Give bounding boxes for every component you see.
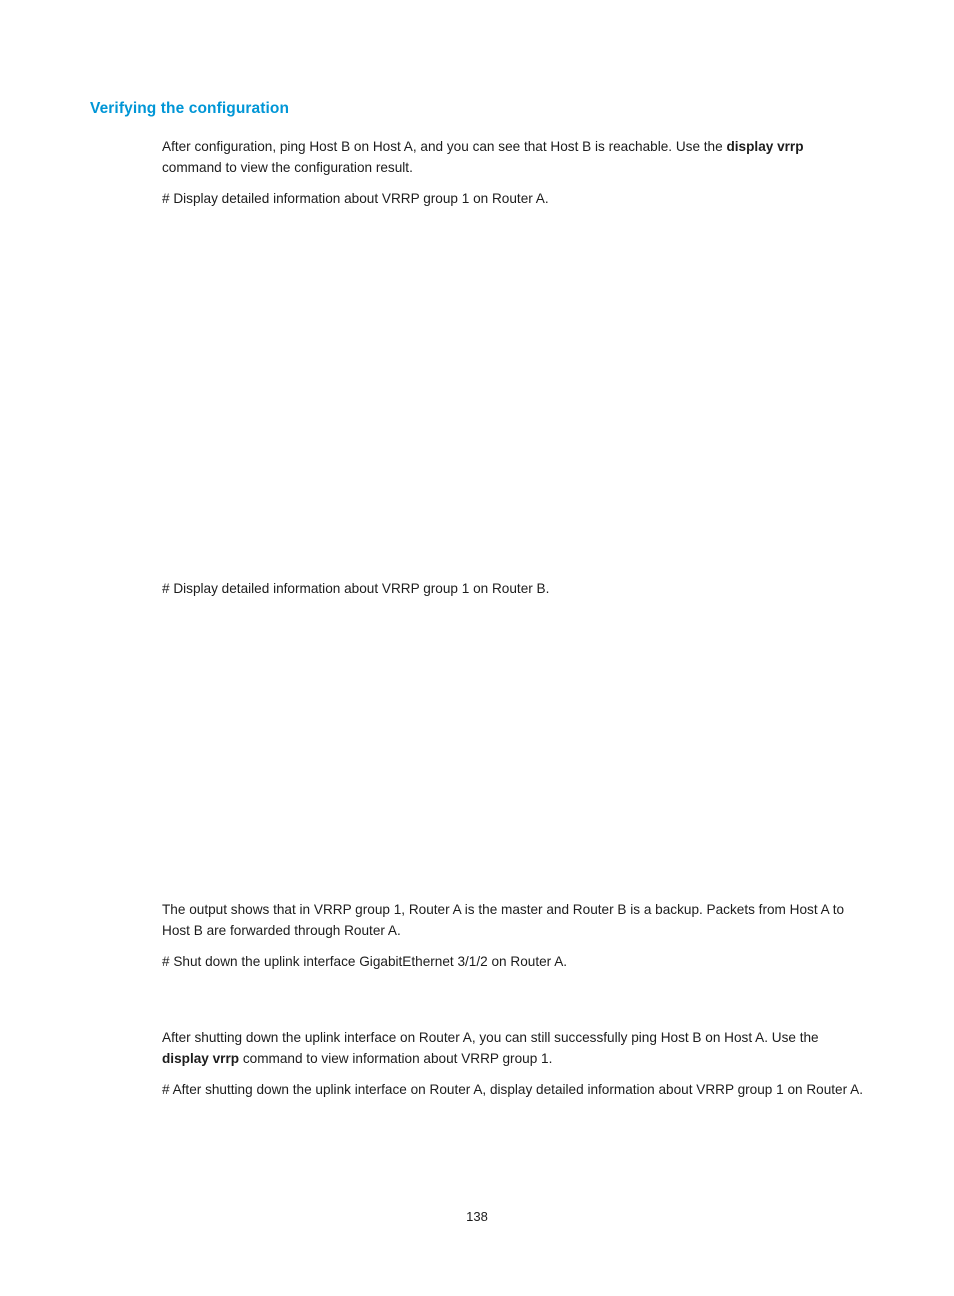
paragraph-intro: [162, 136, 865, 178]
paragraph-shutdown-interface: # Shut down the uplink interface GigabitEthernet 3/1/2 on Router A.: [162, 954, 568, 969]
command-display-vrrp-2: display vrrp: [162, 1051, 240, 1066]
command-display-vrrp: display vrrp: [726, 139, 804, 154]
paragraph-display-router-b: # Display detailed information about VRRP group 1 on Router B.: [162, 581, 550, 596]
paragraph-display-after-shutdown: # After shutting down the uplink interface on Router A, display detailed information about VRRP group 1 on Router A.: [162, 1082, 864, 1097]
page-number: 138: [466, 1209, 488, 1224]
paragraph-intro-text-2: command to view the configuration result.: [162, 160, 413, 175]
paragraph-intro-text-1: After configuration, ping Host B on Host A, and you can see that Host B is reachable. Use the: [162, 139, 727, 154]
paragraph-output-summary: The output shows that in VRRP group 1, Router A is the master and Router B is a backup. Packets from Host A to Host B are forwarded through Router A.: [162, 902, 845, 938]
section-heading: Verifying the configuration: [90, 100, 290, 117]
paragraph-display-router-a: # Display detailed information about VRRP group 1 on Router A.: [162, 191, 549, 206]
paragraph-after-shutdown-text-1: After shutting down the uplink interface on Router A, you can still successfully ping Host B on Host A. Use the: [162, 1030, 819, 1045]
paragraph-after-shutdown: [162, 1027, 865, 1069]
paragraph-after-shutdown-text-2: command to view information about VRRP group 1.: [239, 1051, 553, 1066]
